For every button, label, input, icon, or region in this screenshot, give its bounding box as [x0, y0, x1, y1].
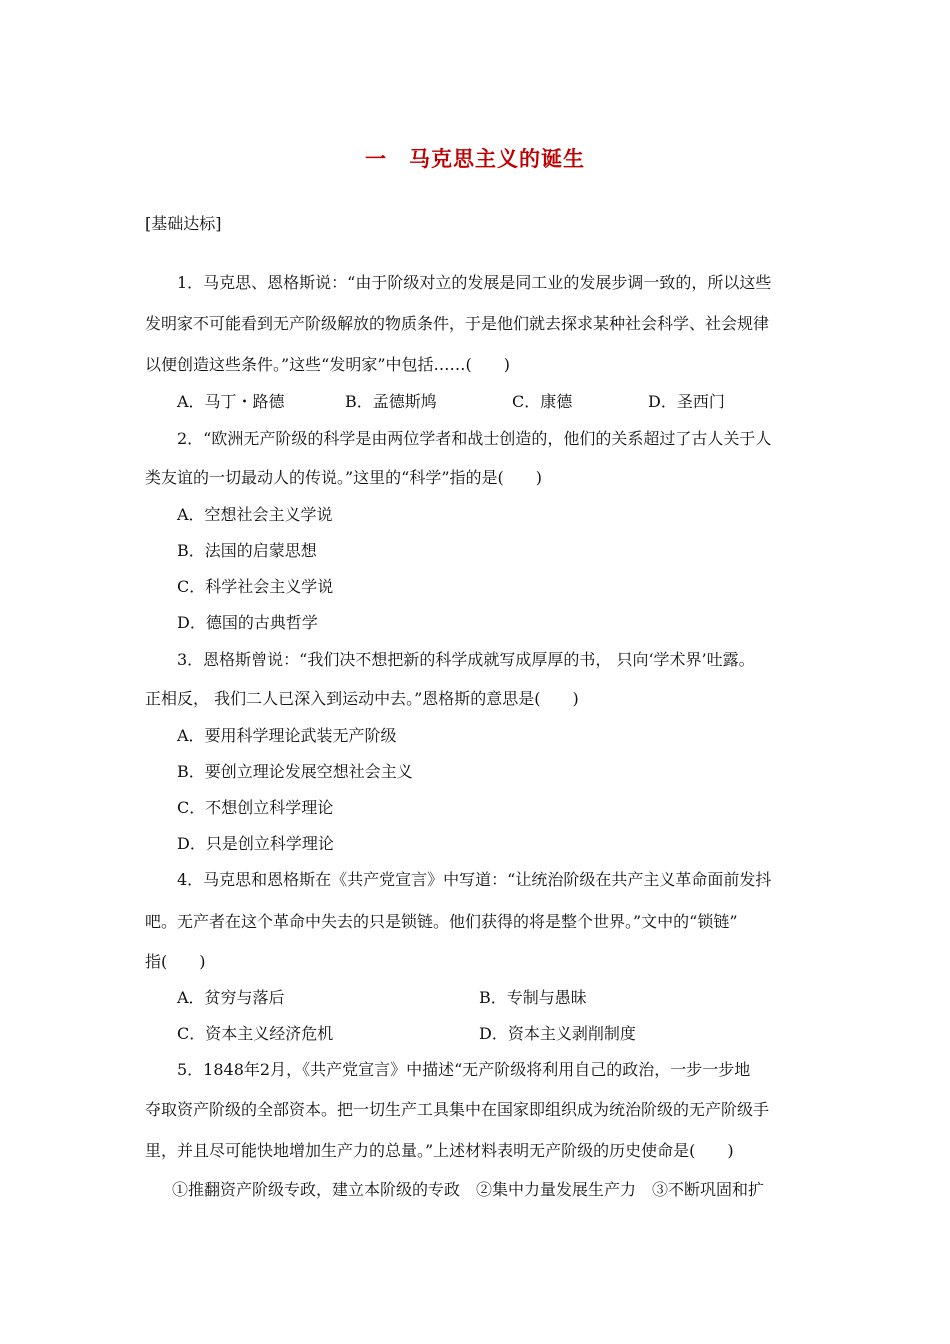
q4-line-2: 吧。无产者在这个革命中失去的只是锁链。他们获得的将是整个世界。”文中的“锁链”: [145, 912, 738, 931]
q4-option-c: C．资本主义经济危机: [177, 1024, 334, 1043]
q3-option-c: C．不想创立科学理论: [177, 798, 334, 817]
q1-line-1: 1．马克思、恩格斯说：“由于阶级对立的发展是同工业的发展步调一致的，所以这些: [177, 273, 772, 292]
q2-option-c: C．科学社会主义学说: [177, 577, 334, 596]
q2-option-b: B．法国的启蒙思想: [177, 541, 317, 560]
q2-option-d: D．德国的古典哲学: [177, 613, 318, 632]
q1-option-b: B．孟德斯鸠: [345, 392, 437, 411]
q3-line-1: 3．恩格斯曾说：“我们决不想把新的科学成就写成厚厚的书， 只向‘学术界’吐露。: [177, 650, 755, 669]
q4-line-3: 指( ): [145, 952, 206, 971]
q5-line-1: 5．1848年2月，《共产党宣言》中描述“无产阶级将利用自己的政治，一步一步地: [177, 1060, 751, 1079]
q1-line-2: 发明家不可能看到无产阶级解放的物质条件，于是他们就去探求某种社会科学、社会规律: [145, 314, 770, 333]
section-label: [基础达标]: [145, 214, 222, 233]
title-number: 一: [365, 147, 387, 171]
q4-line-1: 4．马克思和恩格斯在《共产党宣言》中写道：“让统治阶级在共产主义革命面前发抖: [177, 870, 772, 889]
title-text: 马克思主义的诞生: [409, 147, 585, 171]
q4-option-a: A．贫穷与落后: [177, 988, 285, 1007]
q3-option-d: D．只是创立科学理论: [177, 834, 334, 853]
q5-line-3: 里，并且尽可能快地增加生产力的总量。”上述材料表明无产阶级的历史使命是( ): [145, 1141, 734, 1160]
q2-option-a: A．空想社会主义学说: [177, 505, 333, 524]
q1-line-3: 以便创造这些条件。”这些“发明家”中包括……( ): [145, 355, 511, 374]
q3-option-b: B．要创立理论发展空想社会主义: [177, 762, 413, 781]
q2-line-2: 类友谊的一切最动人的传说。”这里的“科学”指的是( ): [145, 468, 543, 487]
q3-option-a: A．要用科学理论武装无产阶级: [177, 726, 397, 745]
q1-option-d: D．圣西门: [648, 392, 725, 411]
q5-line-2: 夺取资产阶级的全部资本。把一切生产工具集中在国家即组织成为统治阶级的无产阶级手: [145, 1100, 770, 1119]
page-title: [0, 143, 950, 173]
q5-line-4: ①推翻资产阶级专政，建立本阶级的专政 ②集中力量发展生产力 ③不断巩固和扩: [172, 1180, 765, 1199]
q2-line-1: 2．“欧洲无产阶级的科学是由两位学者和战士创造的，他们的关系超过了古人关于人: [177, 429, 772, 448]
q4-option-d: D．资本主义剥削制度: [479, 1024, 636, 1043]
q1-option-a: A．马丁・路德: [177, 392, 285, 411]
q4-option-b: B．专制与愚昧: [479, 988, 587, 1007]
q1-option-c: C．康德: [512, 392, 573, 411]
q3-line-2: 正相反， 我们二人已深入到运动中去。”恩格斯的意思是( ): [145, 689, 579, 708]
